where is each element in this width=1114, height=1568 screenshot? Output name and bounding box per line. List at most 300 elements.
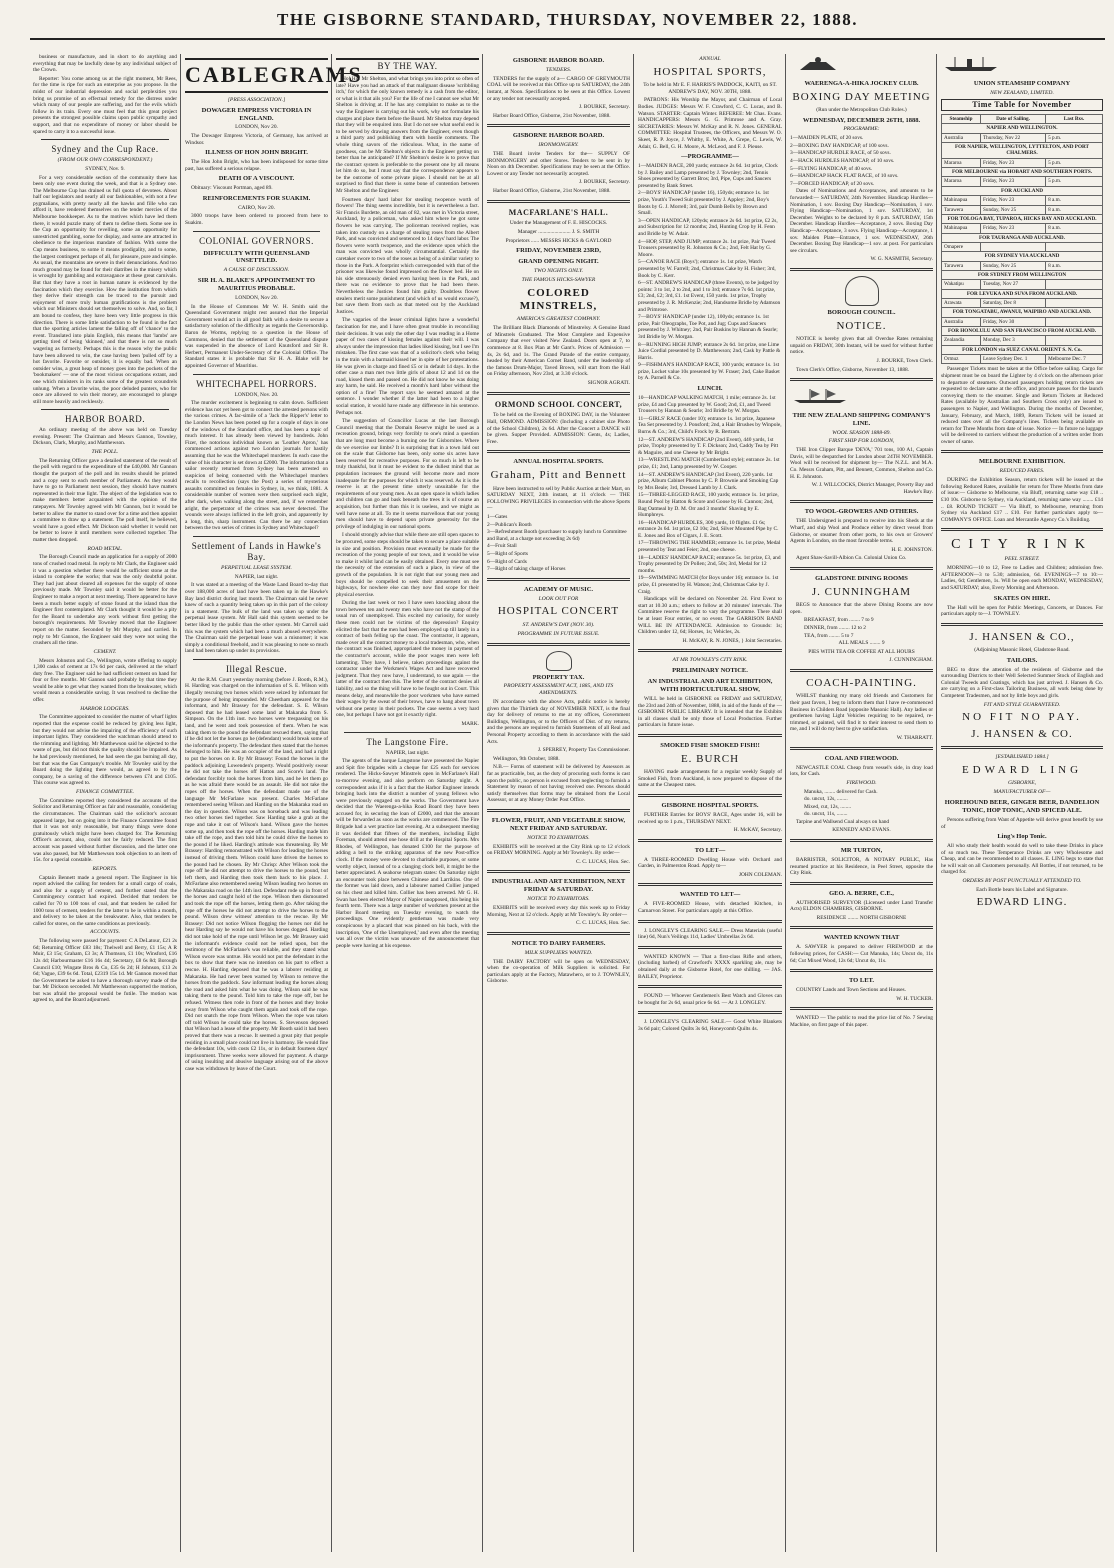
list-item: 5—Right of Sports bbox=[487, 550, 529, 557]
meal-item: DINNER, from ........ 12 to 2 bbox=[804, 625, 866, 632]
ad-text: TENDERS for the supply of a— CARGO OF GREYMOUTH COAL will be received at this Office up to SATURDAY, the 24th instant, at Noon. Specifications to be seen at this Office. Lowest or any tender not necessarily accepted. bbox=[487, 75, 630, 102]
ad-heading: BOROUGH COUNCIL. bbox=[827, 308, 896, 316]
ad-text: Handicaps will be declared on November 24. First Event to start at 10.30 a.m.; others to follow at 20 minutes' intervals. The Committee reserve the right to vary the programme. There shall be at least Four entries, or no event. The GARRISON BAND WILL BE IN ATTENDANCE. Admission to Grounds: 1s; Children under 12, 6d; Horses, 1s; Vehicles, 2s. bbox=[638, 596, 782, 636]
ad-text: A FIVE-ROOMED House, with detached Kitchen, in Carnarvon Street. For particulars apply at this Office. bbox=[638, 901, 782, 914]
ad-heading: COAL AND FIREWOOD. bbox=[824, 754, 899, 762]
signature: W. THARRATT. bbox=[896, 734, 933, 741]
programme-item: 15—THREE-LEGGED RACE, 100 yards; entrance 1s. 1st prize, Round Pool by Hatton & Score and Goose by H. Cannon; 2nd, Bag Oatmeal by D. M. Orr and 3 months' Shaving by E. Humphreys. bbox=[638, 492, 779, 519]
route-heading: FOR NAPIER, WELLINGTON, LYTTELTON, AND PORT CHALMERS. bbox=[942, 143, 1103, 159]
steamship-icon bbox=[941, 56, 1001, 72]
ad-subheading: NEW ZEALAND, LIMITED. bbox=[990, 89, 1054, 96]
signature: EDWARD LING. bbox=[976, 896, 1068, 909]
programme-item: 5—CANOE RACE (Boys'); entrance 1s. 1st prize, Watch presented by W. Farrell; 2nd, Christmas Cake by H. Fisher; 3rd, Book by C. Kerr. bbox=[638, 259, 776, 279]
ad-text: WILL be held in GISBORNE on FRIDAY and SATURDAY, the 23rd and 24th of November, 1888, in aid of the funds of the — GISBORNE PUBLIC LIBRARY. It is intended that the Exhibits in all classes shall be only those of Local Production. Further particulars in future issue. bbox=[638, 695, 782, 729]
race-item: 6—HANDICAP HACK FLAT RACE, of 10 sovs. bbox=[790, 173, 899, 180]
ad-text: NEWCASTLE COAL Cheap from vessel's side, in dray load lots, for Cash. bbox=[790, 764, 933, 778]
crest-icon bbox=[546, 651, 572, 671]
signature: J. BOURKE, Secretary. bbox=[579, 179, 630, 186]
ad-text: ALL MEALS ........ 9 bbox=[838, 640, 885, 647]
article-text: Reporter: You come among us at the right moment, Mr Rees, for the time is ripe for such an enterprise as you propose. In the midst of our industrial depression and social perplexities you bring us promise of an effectual remedy for the distress under which many of our people are suffering, and for the evils which follow in its train. Every one must feel that this great project presents the strongest possible claims upon public sympathy and support, and that no expenditure of money or labor should be spared to carry it to a successful issue. bbox=[33, 75, 177, 135]
ad-heading: PRELIMINARY NOTICE. bbox=[672, 667, 748, 675]
route-heading: FOR SYDNEY FROM WELLINGTON bbox=[942, 270, 1103, 279]
dateline: LONDON, Nov 20. bbox=[235, 124, 278, 131]
column-rule bbox=[633, 54, 634, 1552]
timetable-title: Time Table for November bbox=[941, 99, 1103, 111]
race-item: 1—MAIDEN PLATE, of 20 sovs. bbox=[790, 135, 864, 142]
column-rule bbox=[482, 54, 483, 1552]
signature: H. McKAY, Secretary. bbox=[733, 827, 782, 834]
ad-heading: FLOWER, FRUIT, AND VEGETABLE SHOW, NEXT FRIDAY AND SATURDAY. bbox=[491, 816, 626, 832]
subhead: THE POLL. bbox=[91, 449, 119, 456]
list-item: 2—Publican's Booth bbox=[487, 521, 532, 528]
ad-text: To be held on the Evening of BOXING DAY, in the Volunteer Hall, ORMOND. ADMISSION: (Including a cabinet size Photo of the School Children), 2s 6d. After the Concert a DANCE will be given. Supper Provided. ADMISSION: Gents, 4s; Ladies, Free. bbox=[487, 412, 630, 445]
ad-text: THE Undersigned is prepared to receive into his Sheds at the Wharf, and ship Wool and Produce either by direct vessel from Gisborne, or steamer from other ports, to his own or Growers' Agents in London, on the most favorable terms. bbox=[790, 518, 933, 545]
route-heading: FOR LEVUKA AND SUVA FROM AUCKLAND. bbox=[942, 289, 1103, 298]
subhead: REPORTS. bbox=[92, 865, 118, 872]
column-1 bbox=[30, 54, 180, 1552]
ad-heading: ACADEMY OF MUSIC. bbox=[523, 585, 594, 593]
ad-heading: TO WOOL-GROWERS AND OTHERS. bbox=[804, 508, 919, 516]
list-item: 7—Right of taking charge of Horses bbox=[487, 566, 566, 573]
race-item: 4—HACK HURDLES HANDICAP, of 10 sovs. bbox=[790, 158, 895, 165]
article-text: The Dowager Empress Victoria, of Germany, has arrived at Windsor. bbox=[185, 133, 328, 146]
subhead: CEMENT. bbox=[93, 648, 117, 655]
ad-heading: GISBORNE HARBOR BOARD. bbox=[512, 132, 605, 140]
subhead: SIR H. A. BLAKE'S APPOINTMENT TO MAURITIUS PROBABLE. bbox=[197, 277, 316, 293]
table-cell: Wakatipu bbox=[942, 280, 981, 289]
ad-heading: COACH-PAINTING. bbox=[806, 677, 917, 690]
ad-subheading: MILK SUPPLIERS WANTED. bbox=[524, 949, 593, 956]
ad-heading: E. BURCH bbox=[680, 752, 740, 765]
table-row bbox=[942, 205, 1103, 214]
signature: C. C. LUCAS, Hon. Sec. bbox=[575, 920, 630, 927]
dateline: LONDON, Nov 20. bbox=[235, 295, 278, 302]
ad-heading: TO LET— bbox=[694, 846, 726, 854]
table-cell bbox=[980, 242, 1045, 251]
ad-heading: THE NEW ZEALAND SHIPPING COMPANY'S LINE. bbox=[792, 411, 931, 427]
dateline: SYDNEY, Nov. 9. bbox=[85, 165, 125, 172]
ad-text: MORNING—10 to 12, Free to Ladies and Children; admission free. AFTERNOON—3 to 5.30; admission, 6d. EVENINGS—7 to 10:—Ladies, 6d; Gentlemen, 1s. Will be open each MONDAY, WEDNESDAY, and SATURDAY; also, Every Morning and Afternoon. bbox=[941, 565, 1103, 592]
programme-item: 7—BOYS' HANDICAP (under 12), 100yds; entrance 1s. 1st prize, Pair Oleographs, Toe Pot, and Jug; Cups and Saucers presented by J. Whitney; 2nd, Pair Buskins by Hannan & Searle; 3rd Bridle by W. Morgan. bbox=[638, 314, 778, 340]
table-cell: Friday, Nov 23 bbox=[980, 196, 1045, 205]
ad-text: Town Clerk's Office, Gisborne, November 13, 1888. bbox=[796, 366, 910, 373]
borough-crest-icon bbox=[845, 276, 879, 306]
firewood-item: Mixed, cut, 12s, ........ bbox=[804, 803, 852, 810]
ad-subheading: PEEL STREET. bbox=[1004, 556, 1040, 563]
table-cell: Friday, Nov 23 bbox=[980, 224, 1045, 233]
article-text: Messrs Johnston and Co., Wellington, wrote offering to supply 1,300 casks of cement at 17s 6d per cask, delivered at the wharf duty free. The Engineer said he had sufficient cement on hand for four or five months. Mr Gannon said probably by that time they would be able to get what they wanted from the breakwater, which would mean a considerable saving. It was resolved to decline the offer. bbox=[33, 657, 177, 704]
ad-heading: EDWARD LING bbox=[961, 764, 1083, 777]
ad-text: Proprietors ...... MESSRS HICKS & GAYLORD bbox=[505, 237, 612, 244]
table-cell: Friday, Nov 23 bbox=[980, 177, 1045, 186]
signature: SIGNOR AGRATI. bbox=[587, 379, 630, 386]
ad-heading: GISBORNE HOSPITAL SPORTS. bbox=[661, 802, 759, 810]
ad-text: Agent Shaw-Savill-Albion Co. Colonial Union Co. bbox=[796, 555, 907, 562]
ad-subheading: [ESTABLISHED 1884.] bbox=[995, 754, 1049, 761]
table-cell: Mararoa bbox=[942, 158, 981, 167]
race-item: 7—FORCED HANDICAP, of 20 sovs. bbox=[790, 180, 875, 187]
article-text: The murder excitement is beginning to calm down. Sufficient evidence has not yet been got to connect the arrested persons with the various crimes. A fac-simile of a 'Jack the Ripper's' letter to the London News has been posted up for a couple of days in one of the windows of the Standard office, and has been a topic of much interest. It has already been viewed by hundreds. John Fizer, the notorious individual known as 'Leather Apron,' has commenced actions against two London journals for hastily assuming that he was the Whitechapel murderer. In each case the value of his character is set down at £2000. The information that a sailor recently returned from Sydney has been arrested on suspicion of being connected with the Whitechapel murders recalls to recollection (says the Post) a series of mysterious assaults committed on females in Sydney, in, we think, 1881. A considerable number of women were then surprised each night, after dark, when walking along the street, and, if we remember aright, the perpetrator of the crimes was never detected. The wounds were always inflicted in the left groin, and apparently by a long, thin, sharp instrument. Can there be any connection between the two series of crimes in Sydney and Whitechapel? bbox=[185, 400, 328, 532]
table-cell bbox=[1046, 336, 1103, 345]
programme-item: 17—THROWING THE HAMMER; entrance 1s. 1st prize, Medal presented by Teat and Feier; 2nd, one cheese. bbox=[638, 540, 781, 554]
ad-text: Harbor Board Office, Gisborne, 21st November, 1888. bbox=[493, 112, 611, 119]
dateline: CAIRO, Nov 20. bbox=[238, 204, 275, 211]
signature: H. McKAY, R. N. JONES, } Joint Secretaries. bbox=[682, 637, 782, 644]
ad-text: PIES WITH TEA OR COFFEE AT ALL HOURS bbox=[808, 648, 915, 655]
ad-heading: MELBOURNE EXHIBITION. bbox=[979, 458, 1065, 466]
ad-text: RESIDENCE ........ NORTH GISBORNE bbox=[816, 914, 907, 921]
ad-text: FURTHER Entries for BOYS' RACE, Ages under 16, will be received up to 1 p.m., THURSDAY NEXT. bbox=[638, 811, 782, 825]
column-3 bbox=[333, 54, 482, 1552]
race-item: 3—HANDICAP HURDLE RACE, of 50 sovs. bbox=[790, 150, 891, 157]
article-text: The suggestion of Councillor Lucas at the last Borough Council meeting that the Domain Reserve might be used as a recreation ground, brings very forcibly to one's mind a question that are long must become a burning one for Gisbornites. Where do we exercise our limbs? It is surprising that in a town laid out on the scale that Gisborne has been, only some six acres have been reserved for recreative purposes. For so much is left to be truly thankful, but it must be evident to the dullest mind that as population increases the ground will become more and more inadequate for the purposes for which it was reserved. As it is the reserve is at the present time utterly unsuitable for the requirements of our young men. As an open space in which ladies and children can go and bask beneath the trees it is of course an acquisition, but further than this it is useless, and we might as well have none at all. To me it seems marvellous that our young men should have to depend upon private generosity for the privilege of indulging in our national sports. bbox=[336, 418, 479, 530]
table-cell bbox=[1046, 242, 1103, 251]
route-heading: FOR MELBOURNE via HOBART AND SOUTHERN PORTS. bbox=[942, 168, 1103, 177]
ad-subheading: AMERICA'S GREATEST COMPANY. bbox=[516, 316, 601, 323]
meal-item: BREAKFAST, from ........ 7 to 9 bbox=[804, 617, 874, 624]
ad-heading: UNION STEAMSHIP COMPANY bbox=[973, 79, 1071, 87]
ad-text: FOUND — Whoever Gentlemen's Best Watch and Gloves can be bought for 2s 6d, usual price 6s 6d. — At J. LONGLEY. bbox=[638, 993, 782, 1006]
table-cell: Friday, Nov 23 bbox=[980, 158, 1045, 167]
ad-text: N.B.— Forms of statement will be delivered by Assessors as far as practicable, but, as the duty of procuring such forms is cast upon the public, no person is excused from neglecting to furnish a Statement by reason of not having received one. Persons should satisfy themselves that forms may be obtained from the Local Assessor, or at any Money Order Post Office. bbox=[487, 764, 630, 804]
ad-text: A THREE-ROOMED Dwelling House with Orchard and Garden, in Palmerston Road. Apply to— bbox=[638, 856, 782, 870]
ad-text: AUTHORISED SURVEYOR (Licensed under Land Transfer Acts) ELDON CHAMBERS, GISBORNE. bbox=[790, 899, 933, 913]
article-text: At the R.M. Court yesterday morning (before J. Booth, R.M.), H. Harding was charged on the information of S. E. Wilson with illegally rescuing two horses which were seized by informant for the purpose of being impounded. Mr Cheetham appeared for the informant, and Mr Brassey for the defendant. S. E. Wilson deposed that he had leased some land at Makaraka from S. Simpson. On the 11th inst. two horses were trespassing on his land, and he went and took possession of them. When he was taking them to the pound the defendant rescued them, saying that if he did not let the horses go he (defendant) would break some of the informant's property. The defendant then stated that the horses belonged to him. He was an occupier of the land, and had a right to put the horses on it. By Mr Brassey: Found the horses in the paddock adjoining Lowenden's property. Would positively swear he did not take the horses off Hatton and Score's land. The defendant forcibly took the horses from him, and he let them go as he was afraid there would be an assault. He did not take the ropes off the horses. When the defendant made use of the language Mr McFarlane was present. Charles McFarlane remembered seeing Wilson and Harding on the Makaraka road on the day in question. Wilson was on horseback and was leading two other horses tied together. Saw Harding take a grab at the rope and take it out of Wilson's hand. Wilson gave the horses some up, and then took the rope off the horses. Harding made him take off the rope, and then told him he could drive the horses to the pound if he liked. Harding's attitude was threatening. By Mr Brassey: Harding remonstrated with Wilson for leading the horses instead of driving them. Wilson could have driven the horses to the pound had he chosen. By Mr Chrisp: After Wilson took the rope off he did not attempt to drive the horses to the pound, but left them, and Harding then took them back to his place. J. McFarlane also remembered seeing Wilson leading two horses on the Makaraka road on the 14th inst. Defendant rode up in front of the horses and caught hold of the rope. Wilson then dismounted and took the rope off the horses, letting them go. After taking the rope off the horses he did not attempt to drive the horses to the pound. Wilson drew witness' attention to the rescue. By Mr Brassey: Did not notice Wilson flogging the horses nor did he hear Harding say he would not have his horses dogged. Harding did not take hold of the rope until Wilson let go. Mr Brassey said the informant's evidence could not be relied upon, but the testimony of the McFarlane's was reliable, and they stated what Wilson swore was untrue. His would not put the defendant in the box to show that there was no intention on his part to effect a rescue. H. Harding deposed that he was a laborer residing at Makaraka. He had never been warned by Wilson to remove the horses from the paddock. Saw informant leading the horses along the road and asked him what he was doing. Wilson said he was taking them to the pound. Told him to take the rope off, but he refused. Witness then rode in front of the horses and they broke away from Wilson who caught them again and took off the rope. Did not snatch the rope from Wilson. When the rope was taken off told Wilson he could take the horses. S. Stevenson deposed that Wilson had a lease of the property. Mr Booth said it had been proved that there was a rescue. It seemed a great pity that people residing in a small place could not live in harmony. He would fine the defendant 10s, with costs £2 11s, or in default fourteen days' imprisonment. Three weeks were allowed for payment. A charge of using insulting and abusive language arising out of the above case was withdrawn by leave of the Court. bbox=[185, 676, 328, 1072]
table-cell: Arawata bbox=[942, 298, 981, 307]
programme-item: 13—WRESTLING MATCH (Cumberland style); entrance 2s. 1st prize, £1; 2nd, Lamp presented by W. Cooper. bbox=[638, 457, 780, 470]
ad-text: Manager ........................ J. S. SMITH bbox=[517, 228, 600, 235]
table-cell: 8 a.m. bbox=[1046, 261, 1103, 270]
race-item: 2—BOXING DAY HANDICAP, of 100 sovs. bbox=[790, 142, 889, 149]
subhead: ACCOUNTS. bbox=[90, 929, 120, 936]
ad-subheading: TWO NIGHTS ONLY. bbox=[534, 267, 583, 274]
signature: J. SPERREY, Property Tax Commissioner. bbox=[537, 747, 630, 754]
programme-item: 16—HANDICAP HURDLES, 300 yards, 10 flights. £1 6s; entrance 2s 6d. 1st prize, £2 10s; 2nd, Silver Mounted Pipe by C. E. Jones and Box of Cigars, J. E. Scott. bbox=[638, 519, 779, 539]
ad-heading: GEO. A. BERRE, C.E., bbox=[829, 889, 894, 897]
table-cell: Australia bbox=[942, 133, 981, 142]
race-item: 5—FLYING HANDICAP, of 40 sovs. bbox=[790, 165, 873, 172]
ad-heading: HOREHOUND BEER, GINGER BEER, DANDELION TONIC, HOP TONIC, AND SPICED ALE. bbox=[944, 799, 1100, 815]
ad-text: Have been instructed to sell by Public Auction at their Mart, on SATURDAY NEXT, 24th instant, at 11 o'clock — THE FOLLOWING PRIVILEGES in connection with the above Sports— bbox=[487, 485, 630, 512]
article-text: It was stated at a meeting of the Waste Land Board to-day that over 188,000 acres of land have been taken up in the Hawke's Bay land district during last month. The Chairman said he never knew of such a quantity being taken up in this part of the colony in a statement. The bulk of the land was taken up under the perpetual lease system. Mr Hall said this system seemed to be better liked by the public than the other system. Mr Carroll said this was the system which had been a much abused everywhere. The Chairman said the perpetual lease was a misnomer; it was simply a conditional freehold, and it was pleasing to note so much land had been taken up under its provisions. bbox=[185, 582, 328, 655]
headline: COLONIAL GOVERNORS. bbox=[199, 235, 314, 246]
ad-heading: LUNCH. bbox=[697, 385, 723, 393]
ad-text: WANTED KNOWN — That a first-class Rifle and others, (including barbed) of Crawford's XXXX sparkling ale, may be obtained daily at the Gisborne Hotel, for one shilling. — JAS. BAILEY, Proprietor. bbox=[638, 953, 782, 980]
table-row bbox=[942, 133, 1103, 142]
table-row bbox=[942, 355, 1103, 364]
table-row bbox=[942, 177, 1103, 186]
ad-text: HAVING made arrangements for a regular weekly Supply of Smoked Fish, from Auckland, is now prepared to dispose of the same at the Cheapest rates. bbox=[638, 769, 782, 789]
headline: HARBOR BOARD. bbox=[64, 414, 145, 425]
column-5 bbox=[635, 54, 785, 1552]
ad-heading: MR TURTON, bbox=[840, 847, 883, 855]
signature: J. CUNNINGHAM. bbox=[889, 657, 933, 664]
list-item: 4—Fruit Stall bbox=[487, 543, 517, 550]
ad-heading: GLADSTONE DINING ROOMS bbox=[815, 574, 908, 582]
ad-subheading: ST. ANDREW'S DAY (NOV. 30). bbox=[522, 621, 595, 628]
column-header: Date of Sailing. bbox=[980, 115, 1045, 124]
subhead: REINFORCEMENTS FOR SUAKIM. bbox=[202, 194, 311, 202]
ad-subheading: NOTICE TO EXHIBITORS. bbox=[527, 834, 590, 841]
table-row bbox=[942, 336, 1103, 345]
ad-text: DURING the Exhibition Season, return tickets will be issued at the following Reduced Rates, available for return for Three Months from date of issue:— Gisborne to Melbourne, via Bluff, returning same way £18 .. £10 10s. Gisborne to Sydney, via Auckland, returning same way ........ £14 .. £8. ROUND TICKET — Via Bluff, to Melbourne, returning from Sydney via Auckland £17 .. £10. For further particulars apply to— COMPANY'S OFFICE. Loan and Mercantile Agency Co.'s Building. bbox=[941, 477, 1103, 523]
route-heading: FOR TOLOGA BAY, TUPAROA, HICKS BAY AND AUCKLAND. bbox=[942, 214, 1103, 223]
ad-text: (Adjoining Masonic Hotel, Gladstone Road. bbox=[974, 647, 1070, 654]
table-cell bbox=[1046, 317, 1103, 326]
table-cell: 5 p.m. bbox=[1046, 177, 1103, 186]
programme-item: 10—HANDICAP WALKING MATCH, 1 mile; entrance 2s. 1st prize, £4 and Cup presented by W. Good; 2nd, £1, and Tweed Trousers by Hannan & Searle; 3rd Bridle by W. Morgan. bbox=[638, 395, 776, 415]
signature: C. C. LUCAS, Hon. Sec. bbox=[575, 858, 630, 865]
ad-heading: HOSPITAL CONCERT bbox=[497, 605, 620, 618]
ad-heading: WANTED KNOWN THAT bbox=[823, 934, 900, 942]
table-cell: 8 a.m. bbox=[1046, 224, 1103, 233]
article-text: An ordinary meeting of the above was held on Tuesday evening. Present: The Chairman and Messrs Gannon, Townley, Dickson, Clark, Murphy, and Matthewson. bbox=[33, 427, 177, 447]
ad-subheading: PROGRAMME: bbox=[843, 126, 880, 133]
column-2 bbox=[182, 54, 363, 1552]
ad-text: Persons suffering from Want of Appetite will derive great benefit by use of bbox=[941, 816, 1103, 830]
ad-heading: COLORED MINSTRELS, bbox=[519, 286, 598, 312]
programme-item: 12—ST. ANDREW'S HANDICAP (2nd Event), 440 yards, 1st prize, Trophy presented by T. F. Dickson; 2nd, Caddy Tea by Pitt & Maguire, and one Cheese by Mr Bright. bbox=[638, 436, 779, 456]
table-cell: 8 a.m. bbox=[1046, 205, 1103, 214]
firewood-item: do. uncut, 12s, ........ bbox=[804, 796, 848, 803]
article-text: The Borough Council made an application for a supply of 2000 tons of crushed road metal. In reply to Mr Clark, the Engineer said it was a question whether there would be sufficient stone at the island to complete the works; that was the only doubtful point. They had just about cleared all expenses for the supply of stone previously made. Mr Townley said it would be better for the Engineer to make a report at next meeting. There appeared to have been a much better supply of stone found at the island than the Engineer first contemplated. Mr Clark thought it would be a pity for the Board to undertake any work without first getting the borough's requirements. Mr Townley moved that the Engineer report on the matter. Seconded by Mr Murphy, and carried. In reply to Mr Gannon, the Engineer said they were not using the crushers all the time. bbox=[33, 554, 177, 647]
column-rule bbox=[936, 54, 937, 1552]
ad-subheading: MANUFACTURER OF— bbox=[993, 789, 1051, 796]
headline: WHITECHAPEL HORRORS. bbox=[196, 378, 317, 389]
column-header: Last Bxs. bbox=[1046, 115, 1103, 124]
column-header: Steamship bbox=[942, 115, 981, 124]
ad-text: Wellington, 9th October, 1888. bbox=[493, 755, 560, 762]
ad-heading: SKATES ON HIRE. bbox=[993, 594, 1051, 602]
column-7 bbox=[938, 54, 1106, 1552]
ad-subheading: GISBORNE, bbox=[1007, 780, 1037, 787]
signature: J. BOURKE, Secretary. bbox=[579, 104, 630, 111]
subhead: HARBOR LODGERS. bbox=[80, 705, 130, 712]
list-item: 6—Right of Cards bbox=[487, 558, 527, 565]
byline: [PRESS ASSOCIATION.] bbox=[227, 96, 286, 103]
article-text: For a very considerable section of the community there has been only one event during the week, and that is a Sydney one. The Melbourne Cup has drained us full quota of devotees. About half our legislators and nearly all our fashionables, with not a few pygmalians, with pretty nearly all the hawks and fille who can afford it, have rendered themselves on the tender mercies of the Melbourne bookkeeper. As to the motives which have led them there, it would puzzle many of them to define them. Some see in the Cup an opportunity for revelling, some an opportunity for unrestricted gambling, some for display, and some are attracted in obedience to the imperious mandate of fashion. With some the Cup means business, to some it means prodigality, and to some, the largest contingent perhaps of all, for pleasure, pure and simple. As usual, the mountains are severe in their denunciations. And too much ground may be found for their diatribes in the misery which is wrought by gambling and extravagance at these great carnivals. But that they have a root in human nature is evidenced by the fascination which they exercise. How the institution from which they derive their strength can be traced to the pursuit and enjoyment of more truly human gratifications is the problem which our Ministers should set themselves to solve. And, so far, I am bound to confess, they have been very little progress in this direction. There is some little satisfaction to be found in the fact that the sporting articles lament the falling off of 'chance' to the event. Translated into plain English, this means that 'lambs' are getting tired of being 'skinned,' and that there is not so much wagering as formerly. Perhaps this is the reason why the public have been allowed to win, the case having been 'pulled off' by a hot favorite. Favorite or outsider, it is equally bad. When an outsider wins, a great heap of money goes into the pockets of the 'bookmakers' — one of the most vicious occupations extant, and one which ministers in its ranks some of the greatest scoundrels unhung. When a favorite wins, the poor deluded punters, who for once are allowed to win their money, are encouraged to plunge still more heavily and recklessly. bbox=[33, 174, 177, 405]
table-cell: Leave Sydney Dec. 1 bbox=[980, 355, 1045, 364]
programme-item: 14—ST. ANDREW'S HANDICAP (3rd Event), 220 yards. 1st prize, Album Cabinet Photos by C. P. Brownie and Smoking Cap by Mrs Beale; 3rd, Dressed Lamb by J. Clark. bbox=[638, 471, 779, 491]
ad-heading: HOSPITAL SPORTS, bbox=[653, 65, 767, 78]
table-cell: 5 p.m. bbox=[1046, 158, 1103, 167]
newspaper-title: THE GISBORNE STANDARD, THURSDAY, NOVEMBER 22, 1888. bbox=[277, 10, 858, 29]
headline: Settlement of Lands in Hawke's Bay. bbox=[191, 541, 322, 562]
ad-subheading: PROPERTY ASSESSMENT ACT, 1885, AND ITS AMENDMENTS. bbox=[503, 683, 614, 697]
table-cell: Zealandia bbox=[942, 336, 981, 345]
table-cell: Tuesday, Nov 27 bbox=[980, 280, 1045, 289]
ad-text: (Run under the Metropolitan Club Rules.) bbox=[816, 106, 907, 113]
table-row bbox=[942, 158, 1103, 167]
ad-text: THE Board invite Tenders for the— SUPPLY OF IRONMONGERY and other Stores. Tenders to be sent in by Noon on 4th December. Specifications may be seen at the Office. Lowest or any Tender not necessarily accepted. bbox=[487, 151, 630, 177]
ad-subheading: FIT AND STYLE GUARANTEED. bbox=[983, 701, 1061, 708]
ad-heading: SMOKED FISH! SMOKED FISH!! bbox=[660, 741, 760, 749]
headline: Illegal Rescue. bbox=[226, 663, 287, 674]
programme-item: 9—FISHMAN'S HANDICAP RACE, 100 yards; entrance 1s. 1st prize, Locket value 10s presented by W. Fraser; 2nd, Cake Basket by A. Parnell & Co. bbox=[638, 362, 780, 382]
article-text: The following were passed for payment: C A DeLatour, £21 2s 6d; Returning Officer £83 18s; Thelwell and Berry, £1 15s; A R Muir, £3 15s; Graham, £3 3s; A Thomson, £1 10s; Winsford, £16 12s 4d; Harbourmaster £16 16s 4d; Secretary, £8 6s 8d; Borough Council £10; Wingate Bros & Co, £35 6s 2d; H Johnson, £13 2s 6d; Vague, £39 6s 6d. Total, £2319 15s 1d. Mr Gannon moved that the Government be asked to have a thorough survey made of the bar. Mr Dickson seconded. Mr Matthewson supported the motion, but was afraid the proposal would be futile. The motion was agreed to, and the Board adjourned. bbox=[33, 938, 177, 1004]
ad-text: IN accordance with the above Acts, public notice is hereby given that the Thirtieth day of NOVEMBER NEXT, is the final day for delivery of returns to me at my offices, Government Buildings, Wellington, or to the Officers of Dist. of my returns, and the persons are required to furnish Statements of all Real and Personal Property according to them in accordance with the said Acts. bbox=[487, 699, 630, 745]
headline: BY THE WAY. bbox=[336, 58, 479, 74]
subhead: A CAUSE OF DISCUSSION. bbox=[223, 267, 290, 274]
programme-list bbox=[638, 163, 782, 382]
ad-subheading: LOOK OUT FOR bbox=[538, 595, 579, 602]
route-heading: FOR HONOLULU AND SAN FRANCISCO FROM AUCKLAND. bbox=[942, 326, 1103, 335]
ship-icon bbox=[790, 388, 850, 404]
ad-heading: BOXING DAY MEETING bbox=[792, 90, 931, 103]
table-row bbox=[942, 317, 1103, 326]
ad-text: Each Bottle bears his Label and Signature. bbox=[976, 886, 1068, 893]
race-programme-list bbox=[790, 135, 933, 187]
route-heading: FOR AUCKLAND bbox=[942, 186, 1103, 195]
ad-heading: FRIDAY, NOVEMBER 23RD, bbox=[516, 247, 601, 255]
table-cell: Thursday, Nov 22 bbox=[980, 133, 1045, 142]
article-text: Fourteen days' hard labor for stealing twopence worth of flowers! The thing seems incredible, but it is nevertheless a fact. Sir Francis Burdette, an old man of 82, was met in Victoria street, Auckland, by a policeman, who asked him where he got some flowers he was carrying. The policeman received replies, was taken into custody on a charge of stealing roses from the Albert Park, and was convicted and sentenced to 14 days' hard labor. The flowers were worth twopence, and the evidence upon which the man was convicted was wholly circumstantial. Certainly the caretaker swore to two of the roses as being of a similar variety to those in the Park. A footprint which corresponded with that of the prisoner was likewise found impressed on the flower bed. He on his side strenuously denied even having been in the Park, and there was no evidence to prove that he had been there. Nevertheless the Justices found him guilty. Doubtless flower stealers merit some punishment (and which of us would excuse?), but save them from such as that meted out by the Auckland Justices. bbox=[336, 196, 479, 315]
ad-subheading: IRONMONGERY. bbox=[538, 142, 579, 149]
ad-text: EXHIBITS will be received at the City Rink up to 12 o'clock on FRIDAY MORNING. Apply at Mr Townley's. By order— bbox=[487, 843, 630, 857]
table-cell: Sunday, Nov 25 bbox=[980, 205, 1045, 214]
ad-heading: J. HANSEN & CO. bbox=[971, 727, 1073, 740]
ad-heading: NO FIT NO PAY. bbox=[962, 711, 1082, 724]
article-text: 3000 troops have been ordered to proceed from here to Suakim. bbox=[185, 213, 328, 226]
table-cell: Mahinapua bbox=[942, 196, 981, 205]
ad-text: EXHIBITS will be received every day this week up to Friday Morning, Next at 12 o'clock. Apply at Mr Townley's. By order— bbox=[487, 905, 630, 918]
signature: W. J. WILLCOCKS, District Manager, Poverty Bay and Hawke's Bay. bbox=[811, 482, 933, 495]
ad-heading: AN INDUSTRIAL AND ART EXHIBITION, WITH HORTICULTURAL SHOW, bbox=[647, 678, 773, 694]
programme-item: 11—GIRLS' RACE (under 10); entrance 1s. 1st prize, Japanese Tea Set presented by J. Ponsford; 2nd, a Hair Brushes by Winpole, Burns & Co.; 3rd, Child's Frock by R. Bertram. bbox=[638, 415, 782, 435]
ad-subheading: ORDERS BY POST PUNCTUALLY ATTENDED TO. bbox=[962, 878, 1082, 885]
column-rule bbox=[785, 54, 786, 1552]
table-cell: Saturday, Dec 8 bbox=[980, 298, 1045, 307]
ad-text: WANTED — The public to read the price list of No. 7 Sewing Machine, on first page of this paper. bbox=[790, 1015, 933, 1028]
ad-subheading: PROGRAMME IN FUTURE ISSUE. bbox=[517, 630, 600, 637]
ad-subheading: NOTICE TO EXHIBITORS. bbox=[527, 896, 590, 903]
ad-text: Passenger Tickets must be taken at the Office before sailing. Cargo for shipment must be on board the Lighter by 4 o'clock on the afternoon prior to departure of steamers. Outward passengers holding return tickets are requested to declare same at the office, and procure passes for the launch conveying them to the steamer. Single and Return Tickets at Reduced Rates (available by Australian and Southern Cross only) are issued to passengers to Napier, and Wellington. During the months of December, January, February, and March, 1889, Return Tickets will be issued at reduced rates over all the Company's lines. Tickets being available on return for Three Months from date of issue. Notice — In future no luggage will be delivered to carriers without the production of a written order from owner of same. bbox=[941, 366, 1103, 445]
meals-list bbox=[790, 617, 933, 639]
article-text: During the last week or two I have seen knocking about the town between ten and twenty men who have not the stamp of the usual run of unemployed. This excited my curiosity, for surely these men could not be victims of the depression? Enquiry elicited the fact that the men had been employed up till lately in a contract of bush felling up the coast. The contractor, it appears, made over all the contract money to a local tradesman, who, when the contract was finished, appropriated the money in payment of the contractor's account, while the poor wages men were left lamenting. They have, I believe, taken proceedings against the contractor under the Workmen's Wages Act and have recovered judgment. That they now have, I understand, to sue again — the latter of the contract then this. The letter of the contract denies all liability, and so the thing will have to be fought out in Court. This means delay, and meanwhile the poor workmen who have earned their wages by the sweat of their brows, have to hang about town without one penny in their pockets. The case seems a very hard one, but perhaps I have not got it exactly right. bbox=[336, 600, 479, 719]
article-text: business or manufacture, and in short to do anything and everything that may be lawfully done by any individual subject of the Crown. bbox=[33, 54, 177, 74]
ad-subheading: WOOL SEASON 1888-89. bbox=[832, 429, 891, 436]
subhead: ROAD METAL. bbox=[87, 545, 123, 552]
ad-heading: WEDNESDAY, DECEMBER 26TH, 1888. bbox=[802, 116, 921, 124]
route-heading: FOR LONDON via SUEZ CANAL ORIENT S. N. Co. bbox=[942, 345, 1103, 354]
table-cell: Mararoa bbox=[942, 177, 981, 186]
article-text: The Hon John Bright, who has been indisposed for some time past, has suffered a serious relapse. bbox=[185, 159, 328, 172]
ad-heading: TO LET. bbox=[848, 977, 875, 985]
ad-text: PATRONS: His Worship the Mayor, and Chairman of Local Bodies. JUDGES: Messrs W. F. Crawford, C. C. Lucas, and B. Watson. STARTER: Captain Winter. REFEREE: Mr Chas. Evans. HANDICAPPERS: Messrs G. G. Primrose and A. Gray. SECRETARIES: Messrs W. McKay and R. N. Jones. GENERAL COMMITTEE: Hospital Trustees, the Officers, and Messrs W. O. Skeet, R. P. Joyce, J. Whitby, E. White, A. Grepe, C. Lewis, W. Adair, G. Bell, G. H. Moore, A. McLeod, and F. J. Pieuse. bbox=[638, 97, 782, 150]
ad-text: A. SAWYER is prepared to deliver FIREWOOD at the following prices, for CASH:— Cut Manuka, 14s; Uncut do, 11s 6d; Cut Mixed Wood, 12s 6d; Uncut do, 11s. bbox=[790, 944, 933, 964]
ad-text: BEG to draw the attention of the residents of Gisborne and the surrounding Districts to their Well Selected Summer Stock of English and Colonial Tweeds and Coatings, which has just arrived. J. Hansen & Co. are carrying on a First-class Tailoring Business, all work being done by Competent Tradesmen, and not by little boys and girls. bbox=[941, 666, 1103, 700]
privileges-list bbox=[487, 514, 630, 573]
firewood-item: do. uncut, 11s, ........ bbox=[804, 811, 848, 818]
ad-heading: ANNUAL HOSPITAL SPORTS. bbox=[513, 458, 604, 466]
ad-text: To be held in Mr E. F. HARRIS'S PADDOCK, KAITI, on ST. ANDREW'S DAY, NOV. 30TH, 1888. bbox=[643, 82, 777, 95]
article-text: In the House of Commons Mr W. H. Smith said the Queensland Government might rest assured that the Imperial Government would act in all good faith with a desire to secure a satisfactory solution of the difficulty as regards the Governorship. Baron de Worms, replying to a question in the House of Commons, denied that the settlement of the Queensland dispute was suspended in the absence of Lord Knutsford and Sir R. Herbert, Permanent Under-Secretary of the Colonial Office. The Standard states it is probable that Sir H. A. Blake will be appointed Governor of Mauritius. bbox=[185, 303, 328, 369]
programme-item: 1—MAIDEN RACE, 200 yards; entrance 2s 6d. 1st prize, Clock by J. Bailey and Lamp presented by J. Townley; 2nd, Tennis Shoes presented by Garrett Bros; 3rd, Pipe, Cups and Saucers presented by Bank Street. bbox=[638, 163, 778, 189]
ad-text: Dates of Nominations and Acceptances, and amounts to be forwarded:— SATURDAY, 24th November. Handicap Hurdles—Nomination, 1 sov. Boxing Day Handicap—Nomination, 1 sov. Flying Handicap—Nomination, 1 sov. SATURDAY, 1st December. Weights to be declared by 8 p.m. SATURDAY, 15th December. Handicap Hurdles—Acceptance, 2 sovs. Boxing Day Handicap—Acceptance, 3 sovs. Flying Handicap—Acceptance, 1 sov. Maiden Plate—Entrance, 1 sov. WEDNESDAY, 26th December. Boxing Day Handicap—1 sov. at post. For particulars see circulars. bbox=[790, 188, 933, 254]
ad-heading: PROPERTY TAX. bbox=[532, 673, 585, 681]
ad-subheading: ANNUAL bbox=[699, 56, 721, 62]
firewood-item: Manuka, ........ delivered for Cash. bbox=[804, 788, 878, 795]
ad-text: BARRISTER, SOLICITOR, & NOTARY PUBLIC, Has resumed practice at his Residence, in Peel Street, opposite the City Rink. bbox=[790, 856, 933, 877]
table-cell: Omapere bbox=[942, 242, 981, 251]
dateline: NAPIER, last night. bbox=[385, 749, 430, 756]
signature: MARK. bbox=[461, 720, 479, 727]
article-text: Ho! Ho! Mr Shelton, and what brings you into print so often of late? Have you had an attack of that malignant disease 'scribbling itch,' for which the only known remedy is a cash from the editor, or what is it that ails you? For the life of me I cannot see what Mr Shelton is driving at. If he has any complaint to make as to the way the Engineer is carrying out his work, why not formulate his charges and place them before the Board. Mr Shelton may depend that they will be enquired into. But I do not see what useful end is to be served by drawing answers from the Engineer, even though a third party and publishing them with hostile comments. The whole thing savors of the ridiculous. What, in the name of goodness, can be Mr Shelton's objects in the Engineer getting on better than he anticipated? If Mr Shelton's desire is to prove that the contract system is preferable to the present one by all means let him do so, but I must say that the correspondence appears to be the outcome of some private pique. I should not be at all surprised to find that there is some bone of contention between Mr Shelton and the Engineer. bbox=[336, 75, 479, 195]
article-text: The vagaries of the lesser criminal lights have a wonderful fascination for me, and I have often great trouble in reconciling their decisions. It was only the other day I was reading in a Home paper of two cases of kissing females against their will. I was always under the impression that ladies liked kissing, but I see I'm mistaken. The first case was that of a solicitor's clerk who being in the train with a barmaid kissed her in spite of her protestations. He was given in charge and fined £5 or in default 14 days. In the other case a man met two little girls of about 12 and 14 on the road, kissed them and passed on. He did not know he was doing any harm, he said. He received a month's hard labor without the option of a fine! The report says he seemed amazed at the sentence. I wonder whether if the latter had been to a higher social station, it would have made any difference in his sentence. Perhaps not. bbox=[336, 317, 479, 416]
programme-item: 2—BOYS' HANDICAP (under 16), 150yds; entrance 1s. 1st prize, Youth's Tweed Suit presented by J. Appley; 2nd, Boy's Boots by G. J. Morrell; 3rd, pair Dumb Bells by Brown and Small. bbox=[638, 190, 769, 217]
dateline: NAPIER, last night. bbox=[234, 573, 279, 580]
ad-text: BEGS to Announce that the above Dining Rooms are now open. bbox=[790, 602, 933, 615]
programme-item: 19—SWIMMING MATCH (for Boys under 16); entrance 1s. 1st prize, £1 presented by H. Watson; 2nd, Christmas Cake by J. Craig. bbox=[638, 575, 779, 595]
column-rule bbox=[331, 54, 332, 1552]
table-row bbox=[942, 298, 1103, 307]
meal-item: TEA, from ........ 5 to 7 bbox=[804, 632, 854, 639]
ad-text: WHILST thanking my many old friends and Customers for their past favors, I beg to inform them that I have re-commenced Business in Childers Road (opposite Masonic Hall). Any ladies or gentlemen having Light Vehicles requiring to be repaired, re-trimmed, or painted, will find it to their interest to send them to me, and I will do my best to give satisfaction. bbox=[790, 693, 933, 733]
table-cell: Tarawera bbox=[942, 261, 981, 270]
ad-heading: GISBORNE HARBOR BOARD. bbox=[512, 57, 605, 64]
column-6 bbox=[787, 54, 936, 1552]
ad-text: J. LONGLEY'S CLEARING SALE.— Dress Materials (useful line) 6d, Nun's Veilings 11d, Ladies' Umbrellas 2s 6d. bbox=[638, 927, 782, 941]
table-cell bbox=[1046, 298, 1103, 307]
ad-heading: —PROGRAMME— bbox=[681, 153, 739, 161]
article-text: The Committee appointed to consider the matter of wharf lights reported that the expense could be reduced by giving less light, but they would not advise the impairing of the efficiency of such important lights. They considered the watchman should attend to the trimming and lighting. Mr Matthewson said he objected to the waste of gas, but did not think the quality should be impaired. As he had previously mentioned, he had seen the gas burning all day, but that was the Gas Company's trouble. Mr Townley said by the Board doing the lighting there would, as agreed to by the company, be a saving of the difference between £74 and £105. This course was agreed to. bbox=[33, 714, 177, 787]
subhead: FINANCE COMMITTEE. bbox=[75, 789, 135, 795]
ad-text: THE DAIRY FACTORY will be open on WEDNESDAY, when the co-operation of Milk Suppliers is solicited. For particulars apply at the Factory, Matawhero, or to J. TOWNLEY, Gisborne. bbox=[487, 958, 630, 985]
table-cell: Monday, Dec 3 bbox=[980, 336, 1045, 345]
article-text: The Returning Officer gave a detailed statement of the result of the poll with regard to the expenditure of the £40,000. Mr Gannon thought the purport of the poll and its results should be printed and a copy sent to each member of Parliament. As they would have to go to Parliament next session, they should have matters represented in their true light. The object of the legislation was to make members better acquainted with the opinion of the ratepayers. Mr Townley agreed with Mr Gannon, but it would be better to allow the matter to stand over for a time and then appoint a committee to draw up a statement. The poll itself, he believed, would have a good effect. Mr Dickson said whether it would not be better to leave it until members were collected together. The matter then dropped. bbox=[33, 457, 177, 543]
signature: H. E. JOHNSTON. bbox=[891, 546, 933, 553]
ad-subheading: REDUCED FARES. bbox=[999, 468, 1045, 475]
subhead: ILLNESS OF HON JOHN BRIGHT. bbox=[205, 149, 308, 157]
signature: W. H. TUCKER. bbox=[896, 995, 933, 1002]
ad-heading: TAILORS. bbox=[1006, 656, 1038, 664]
table-row bbox=[942, 261, 1103, 270]
headline: The Langstone Fire. bbox=[366, 736, 449, 747]
ad-text: Tarpine and Wallsend Coal always on hand bbox=[796, 818, 890, 825]
ad-text: COUNTRY Lands and Town Sections and Houses. bbox=[796, 987, 906, 994]
firewood-list bbox=[790, 789, 933, 818]
ad-heading: MACFARLANE'S HALL. bbox=[508, 207, 609, 217]
table-cell: Australia bbox=[942, 317, 981, 326]
table-cell bbox=[1046, 280, 1103, 289]
route-heading: FOR SYDNEY VIA AUCKLAND bbox=[942, 252, 1103, 261]
table-cell: Friday, Nov 30 bbox=[980, 317, 1045, 326]
ad-subheading: TENDERS. bbox=[545, 66, 572, 73]
dateline: LONDON, Nov. 20. bbox=[234, 391, 279, 398]
table-row bbox=[942, 242, 1103, 251]
route-heading: NAPIER AND WELLINGTON. bbox=[942, 124, 1103, 133]
route-heading: FOR TONGATABU, AWANUI, WAIPIRO AND AUCKLAND. bbox=[942, 308, 1103, 317]
article-text: The agents of the barque Langstone have presented the Napier and Spit fire brigades with a cheque for £25 each for services rendered. The Hicks-Sawyer Minstrels open in McFarlane's Hall to-morrow evening, and also perform on Saturday night. A correspondent asks if it is a fact that the Harbor Engineer intends bringing back into the district a number of young fellows who were previously engaged on the works. The Government have decided that the Waerenga-a-hika Road Board they have been accused for, in securing the loan of £2000, and that the amount will be forwarded as soon as the works are commenced. The Fire Brigade had a wet practice last evening. At a subsequent meeting it was decided that fifteen of the members, including Eight Foreman, should attend one hose drill at the Hospital Sports. Mrs Rhodes, of Wellington, has donated £100 for the purpose of adding a bell to the striking apparatus of the new Post-office clock. If the money were devoted to charitable purposes, or some worthy object, instead of to a clanging clock bell, it might be the better appreciated. A seahorse telegram states: On Saturday night an encounter took place between Chinese and Larrikins. One of the former was laid down, and a labourer named Collier jumped on his chest and killed him. Collier has been arrested. Mr G. H. Swan has been elected Mayor of Napier unopposed, this being his fourth term. There was a large number of workmen present at the Harbor Board meeting on Tuesday evening, to watch the proceedings. One evidently gentleman was made very conspicuous by a placard that was pinned on his back, with the inscription, 'One of the Unemployed,' and even after the meeting was all over the victim was unaware of the announcement that people were having at his expense. bbox=[336, 758, 479, 949]
ad-heading: Graham, Pitt and Bennett bbox=[490, 469, 627, 482]
ad-text: J. LONGLEY'S CLEARING SALE.— Good White Blankets 3s 6d pair; Colored Quilts 3s 6d, Honeycomb Quilts 4s. bbox=[638, 1019, 782, 1032]
ad-text: NOTICE is hereby given that all Overdue Rates remaining unpaid on FRIDAY, 30th Instant, will be sued for without further notice. bbox=[790, 336, 933, 356]
programme-item: 4—HOP, STEP, AND JUMP; entrance 2s. 1st prize, Pair Tweed Trousers presented by R. Johnston & Co.; 2nd, Felt Hat by G. Moore. bbox=[638, 238, 776, 258]
route-heading: FOR TAURANGA AND AUCKLAND. bbox=[942, 233, 1103, 242]
signature: J. BOURKE, Town Clerk. bbox=[876, 358, 933, 365]
subhead: DOWAGER EMPRESS VICTORIA IN ENGLAND. bbox=[201, 106, 312, 122]
ad-subheading: THE FAMOUS HICKS-SAWYER bbox=[521, 276, 596, 283]
ad-text: Under the Management of F. E. HISCOCKS. bbox=[509, 220, 608, 227]
programme-item: 6—ST. ANDREW'S HANDICAP (three Events), to be judged by points: 3 to 1st, 2 to 2nd, and 1 to 3rd; entrance 7s 6d. 1st prize, £3; 2nd, £2; 3rd, £1. 1st Event, 150 yards. 1st prize, Trophy presented by J. R. McKenzie; 2nd, Handsome Bridle by Adamson and Primrose. bbox=[638, 280, 781, 313]
table-cell: Melbourne Dec. 7 bbox=[1046, 355, 1103, 364]
signature: JOHN COLEMAN. bbox=[738, 871, 782, 878]
signature: KENNEDY AND EVANS. bbox=[832, 827, 891, 834]
table-cell: Ormuz bbox=[942, 355, 981, 364]
article-text: Captain Bennett made a general report. The Engineer in his report advised the calling for tenders for a small cargo of coals, and also for a supply of cement, and further stated that the Commingency contract had expired. Decided that tenders be called for 70 to 100 tons of coal, and that tenders be called for 1000 tons of cement, tenders for the latter to be in within a month, and delivery to be taken at the breakwater. Also, that tenders be called for stores, on the same conditions as previously. bbox=[33, 874, 177, 927]
table-cell: 8 a.m. bbox=[1046, 196, 1103, 205]
ad-subheading: FIRST SHIP FOR LONDON, bbox=[828, 438, 895, 445]
